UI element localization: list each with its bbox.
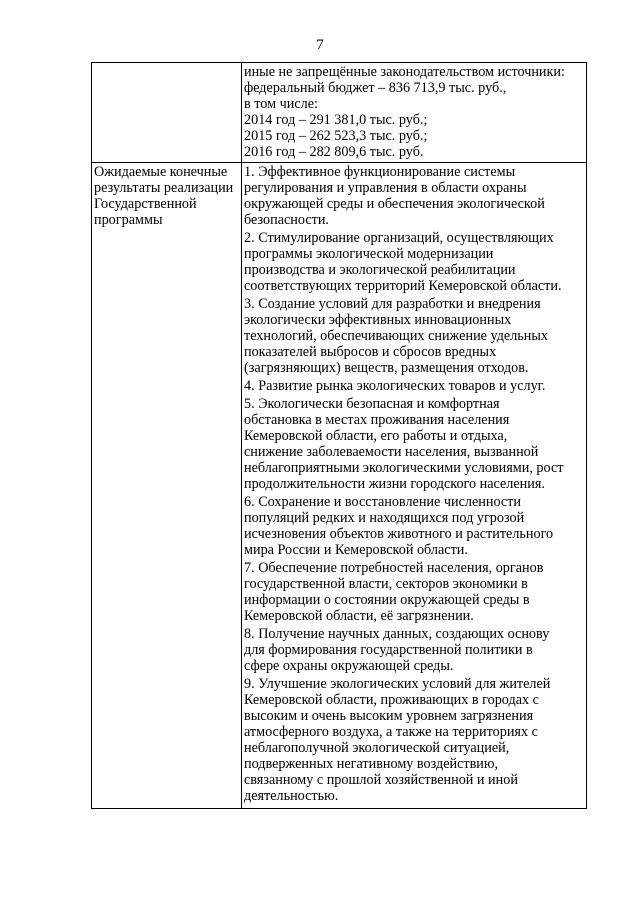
result-item-8	[244, 626, 584, 674]
result-line: атмосферного воздуха, а также на территориях с	[244, 724, 538, 740]
result-item-4	[244, 378, 584, 394]
funding-line: 2015 год – 262 523,3 тыс. руб.;	[244, 128, 428, 144]
result-line: программы экологической модернизации	[244, 246, 494, 262]
result-line: подверженных негативному воздействию,	[244, 756, 499, 772]
result-item-2	[244, 230, 584, 294]
result-line: мира России и Кемеровской области.	[244, 542, 468, 558]
funding-line: федеральный бюджет – 836 713,9 тыс. руб.,	[244, 80, 507, 96]
result-item-3	[244, 296, 584, 376]
funding-line: иные не запрещённые законодательством источники:	[244, 64, 565, 80]
funding-line: 2014 год – 291 381,0 тыс. руб.;	[244, 112, 428, 128]
result-item-6	[244, 494, 584, 558]
result-line: Кемеровской области, его работы и отдыха,	[244, 428, 508, 444]
funding-line: 2016 год – 282 809,6 тыс. руб.	[244, 144, 424, 160]
funding-cell	[242, 63, 587, 163]
result-line: 3. Создание условий для разработки и внедрения	[244, 296, 541, 312]
result-line: сфере охраны окружающей среды.	[244, 658, 454, 674]
result-line: продолжительности жизни городского населения.	[244, 476, 545, 492]
results-cell	[242, 163, 587, 809]
table-row-results	[92, 163, 587, 809]
result-item-7	[244, 560, 584, 624]
result-item-1	[244, 164, 584, 228]
result-line: регулирования и управления в области охраны	[244, 180, 527, 196]
result-line: информации о состоянии окружающей среды в	[244, 592, 530, 608]
result-line: 6. Сохранение и восстановление численности	[244, 494, 521, 510]
row-label-line: программы	[94, 212, 163, 228]
result-line: 5. Экологически безопасная и комфортная	[244, 396, 500, 412]
result-line: (загрязняющих) веществ, размещения отходов.	[244, 360, 529, 376]
result-line: 2. Стимулирование организаций, осуществляющих	[244, 230, 554, 246]
row-label-line: результаты реализации	[94, 180, 234, 196]
result-line: высоким и очень высоким уровнем загрязнения	[244, 708, 534, 724]
result-line: для формирования государственной политики в	[244, 642, 533, 658]
result-line: деятельностью.	[244, 788, 339, 804]
result-line: технологий, обеспечивающих снижение удельных	[244, 328, 548, 344]
table-row-funding	[92, 63, 587, 163]
result-line: неблагополучной экологической ситуацией,	[244, 740, 510, 756]
result-line: Кемеровской области, проживающих в городах с	[244, 692, 539, 708]
result-line: показателей выбросов и сбросов вредных	[244, 344, 497, 360]
result-line: 4. Развитие рынка экологических товаров и услуг.	[244, 378, 546, 394]
row-label-empty	[92, 63, 242, 163]
result-line: государственной власти, секторов экономики в	[244, 576, 528, 592]
result-line: 8. Получение научных данных, создающих основу	[244, 626, 550, 642]
row-label-results	[92, 163, 242, 809]
result-line: Кемеровской области, её загрязнении.	[244, 608, 474, 624]
result-item-5	[244, 396, 584, 492]
result-line: обстановка в местах проживания населения	[244, 412, 510, 428]
result-line: 7. Обеспечение потребностей населения, органов	[244, 560, 544, 576]
result-line: безопасности.	[244, 212, 329, 228]
result-line: популяций редких и находящихся под угрозой	[244, 510, 525, 526]
funding-line: в том числе:	[244, 96, 318, 112]
page-number: 7	[316, 37, 324, 53]
result-line: производства и экологической реабилитации	[244, 262, 516, 278]
result-line: окружающей среды и обеспечения экологической	[244, 196, 545, 212]
result-line: исчезновения объектов животного и растительного	[244, 526, 554, 542]
row-label-line: Ожидаемые конечные	[94, 164, 228, 180]
row-label-line: Государственной	[94, 196, 197, 212]
result-line: неблагоприятными экологическими условиями, рост	[244, 460, 564, 476]
result-line: снижение заболеваемости населения, вызванной	[244, 444, 539, 460]
result-line: соответствующих территорий Кемеровской области.	[244, 278, 562, 294]
result-line: 1. Эффективное функционирование системы	[244, 164, 516, 180]
result-line: экологически эффективных инновационных	[244, 312, 512, 328]
result-item-9	[244, 676, 584, 804]
result-line: связанному с прошлой хозяйственной и иной	[244, 772, 518, 788]
program-passport-table	[91, 62, 587, 809]
result-line: 9. Улучшение экологических условий для жителей	[244, 676, 551, 692]
